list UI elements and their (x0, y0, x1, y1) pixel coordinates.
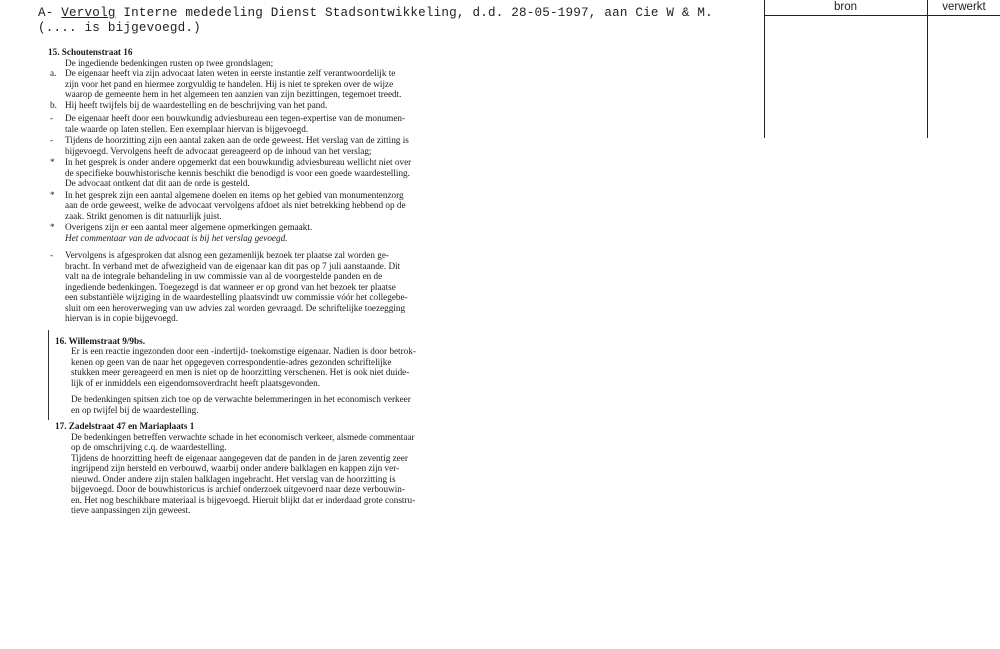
header-line-1 (38, 6, 738, 21)
section-15-intro: De ingediende bedenkingen rusten op twee grondslagen; (65, 57, 274, 68)
text-line: sluit om een heroverweging van uw advies zal worden gevraagd. De schriftelijke toezegging (65, 302, 406, 313)
section-15 (48, 47, 418, 324)
section-15-bullet-6 (48, 250, 418, 324)
text-line: op de omschrijving c.q. de waardestelling. (71, 442, 227, 452)
stamp-left-line (764, 0, 765, 138)
memo-body (48, 47, 418, 516)
list-marker: - (50, 135, 54, 145)
stamp-col-verwerkt: verwerkt (942, 1, 986, 13)
section-17-paragraph (48, 432, 418, 516)
section-15-bullet-2 (48, 135, 418, 156)
text-line: In het gesprek zijn een aantal algemene doelen en items op het gebied van monumentenzorg (65, 189, 404, 200)
list-marker: * (50, 157, 55, 167)
list-marker: b. (50, 99, 57, 110)
section-15-title: 15. Schoutenstraat 16 (48, 47, 133, 57)
list-marker: a. (50, 68, 57, 78)
text-line: bijgevoegd. Vervolgens heeft de advocaat gereageerd op de inhoud van het verslag; (65, 145, 372, 156)
text-line: kenen op geen van de naar het opgegeven correspondentie-adres gezonden schriftelijke (71, 356, 392, 367)
text-line: en op twijfel bij de waardestelling. (71, 404, 199, 415)
memo-header (38, 6, 738, 36)
text-line: tieve aanpassingen zijn geweest. (71, 505, 191, 515)
text-line: bracht. In verband met de afwezigheid van de eigenaar kan dit pas op 7 juli aanstaande. Dit (65, 260, 401, 271)
text-line: hiervan is in copie bijgevoegd. (65, 313, 179, 323)
section-16-title: 16. Willemstraat 9/9bs. (55, 335, 146, 346)
section-17-title: 17. Zadelstraat 47 en Mariaplaats 1 (55, 421, 195, 431)
text-line: de specifieke bouwhistorische kennis beschikt die benodigd is voor een goede waardestelling. (65, 167, 410, 178)
text-line: De eigenaar heeft door een bouwkundig adviesbureau een tegen-expertise van de monumen- (65, 113, 406, 123)
section-15-item-2 (48, 100, 418, 111)
list-marker: * (50, 222, 55, 232)
section-16-paragraph-1 (48, 346, 418, 388)
text-line: Hij heeft twijfels bij de waardestelling en de beschrijving van het pand. (65, 99, 328, 110)
section-15-bullet-3 (48, 157, 418, 189)
text-line: De advocaat ontkent dat dit aan de orde is gesteld. (65, 178, 250, 188)
stamp-header-line (764, 15, 1000, 16)
text-line: In het gesprek is onder andere opgemerkt dat een bouwkundig adviesbureau wellicht niet over (65, 157, 412, 167)
section-15-bullet-5 (48, 222, 418, 243)
text-line: ingrijpend zijn hersteld en verbouwd, waarbij onder andere balklagen en kappen zijn ver- (71, 463, 400, 473)
header-line1-rest: Interne mededeling Dienst Stadsontwikkeling, d.d. 28-05-1997, aan Cie W & M. (115, 6, 713, 20)
text-line: Tijdens de hoorzitting heeft de eigenaar aangegeven dat de panden in de jaren zeventig zeer (71, 452, 408, 463)
text-line: Overigens zijn er een aantal meer algemene opmerkingen gemaakt. (65, 222, 313, 232)
section-16 (48, 336, 418, 416)
bron-verwerkt-stamp (764, 0, 1000, 138)
text-line: zaak. Strikt genomen is dit natuurlijk juist. (65, 210, 222, 221)
text-line: lijk of er inmiddels een eigendomsoverdracht heeft plaatsgevonden. (71, 377, 321, 388)
stamp-middle-line (927, 0, 928, 138)
italic-note: Het commentaar van de advocaat is bij het verslag gevoegd. (65, 232, 288, 243)
text-line: een substantiële wijziging in de waardestelling plaatsvindt uw commissie vóór het collegebe- (65, 292, 408, 302)
section-17 (48, 421, 418, 516)
header-prefix: A- (38, 6, 62, 20)
text-line: waarop de gemeente hem in het algemeen ten aanzien van zijn bezittingen, tegemoet treedt. (65, 89, 402, 99)
text-line: zijn voor het pand en hiermee zorgvuldig te handelen. Hij is niet te spreken over de wijze (65, 78, 394, 89)
section-15-bullet-1 (48, 113, 418, 134)
text-line: Tijdens de hoorzitting zijn een aantal zaken aan de orde geweest. Het verslag van de zitting is (65, 135, 409, 145)
header-line-2: (.... is bijgevoegd.) (38, 21, 201, 35)
list-marker: - (50, 113, 54, 123)
stamp-col-bron: bron (833, 1, 858, 13)
list-marker: * (50, 189, 55, 200)
text-line: stukken meer gereageerd en men is niet op de hoorzitting verschenen. Het is ook niet duide- (71, 367, 410, 377)
text-line: bijgevoegd. Door de bouwhistoricus is archief onderzoek uitgevoerd naar deze verbouwin- (71, 484, 405, 494)
section-16-paragraph-2 (48, 394, 418, 415)
text-line: De bedenkingen betreffen verwachte schade in het economisch verkeer, alsmede commentaar (71, 431, 415, 442)
text-line: De eigenaar heeft via zijn advocaat laten weten in eerste instantie zelf verantwoordelijk te (65, 68, 396, 78)
header-vervolg: Vervolg (61, 6, 116, 20)
text-line: ingediende bedenkingen. Toegezegd is dat wanneer er op grond van het bezoek ter plaatse (65, 281, 396, 292)
text-line: De bedenkingen spitsen zich toe op de verwachte belemmeringen in het economisch verkeer (71, 394, 411, 404)
text-line: Er is een reactie ingezonden door een -indertijd- toekomstige eigenaar. Nadien is door betrok- (71, 346, 416, 356)
text-line: valt na de integrale behandeling in uw commissie van al de voorgestelde panden en de (65, 271, 383, 281)
section-15-item-1 (48, 68, 418, 100)
text-line: en. Het nog beschikbare materiaal is bijgevoegd. Hieruit blijkt dat er inderdaad grote constru- (71, 494, 416, 505)
text-line: nieuwd. Onder andere zijn stalen balklagen ingebracht. Het verslag van de hoorzitting is (71, 473, 396, 484)
section-15-bullet-4 (48, 190, 418, 222)
text-line: tale waarde op laten stellen. Een exemplaar hiervan is bijgevoegd. (65, 123, 309, 134)
text-line: aan de orde geweest, welke de advocaat vervolgens afdoet als niet betrekking hebbend op de (65, 200, 406, 210)
list-marker: - (50, 250, 54, 260)
text-line: Vervolgens is afgesproken dat alsnog een gezamenlijk bezoek ter plaatse zal worden ge- (65, 250, 389, 260)
